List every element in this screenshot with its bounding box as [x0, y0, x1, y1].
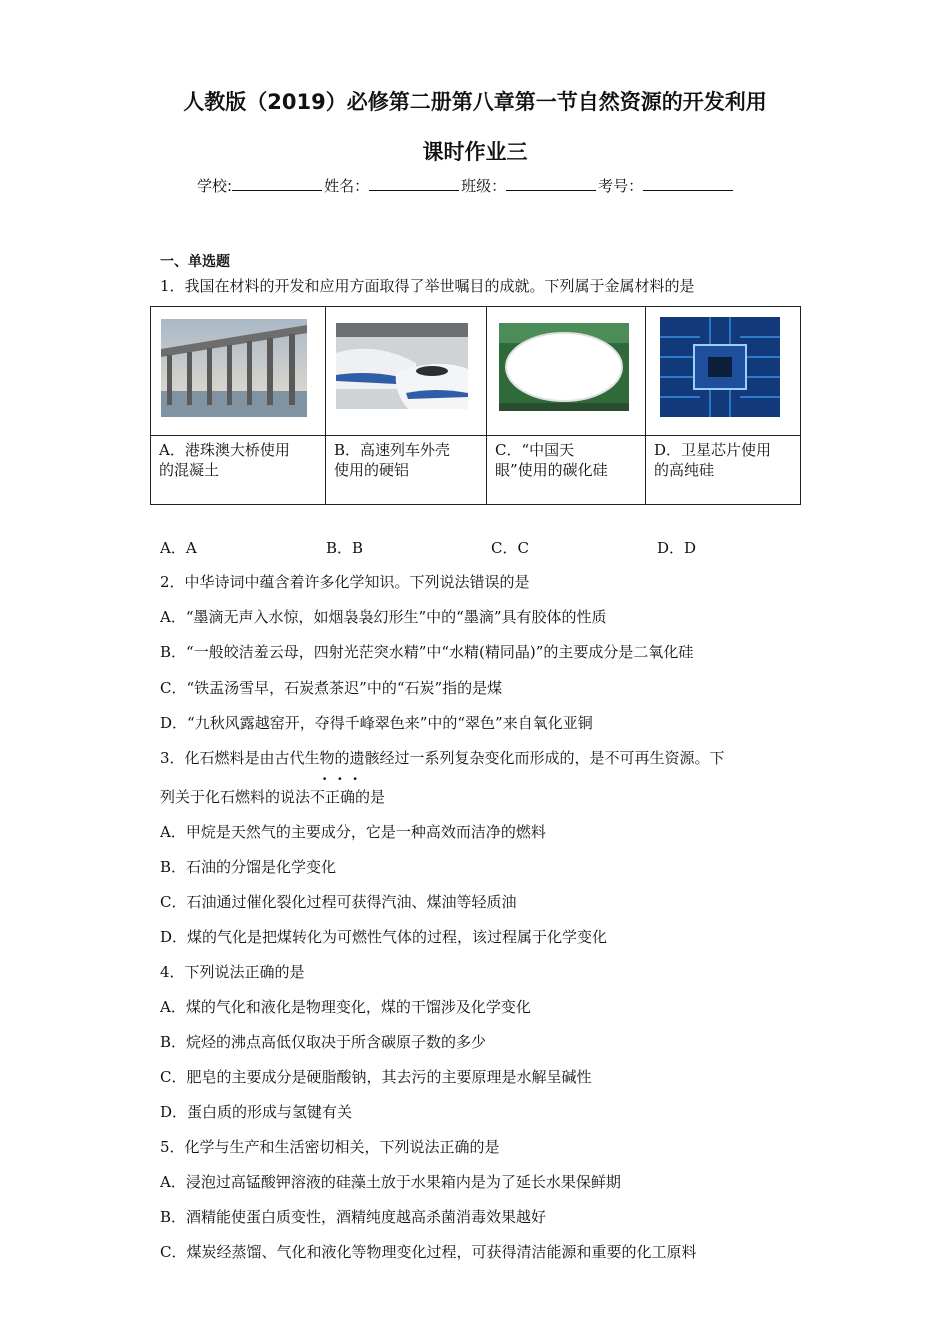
q2-option-a[interactable]: A．“墨滴无声入水惊，如烟袅袅幻形生”中的“墨滴”具有胶体的性质 — [160, 608, 607, 626]
option-b-text — [326, 436, 487, 505]
option-c-text — [487, 436, 646, 505]
q5-option-b[interactable]: B．酒精能使蛋白质变性，酒精纯度越高杀菌消毒效果越好 — [160, 1208, 547, 1226]
q4-option-d[interactable]: D．蛋白质的形成与氢键有关 — [160, 1103, 353, 1121]
q1-options-table — [150, 306, 801, 505]
choice-c[interactable]: C．C — [491, 539, 529, 557]
q3-stem-line1: 3．化石燃料是由古代生物的遗骸经过一系列复杂变化而形成的，是不可再生资源。下 — [160, 749, 725, 767]
q3-option-a[interactable]: A．甲烷是天然气的主要成分，它是一种高效而洁净的燃料 — [160, 823, 546, 841]
telescope-image — [499, 323, 629, 411]
name-label: 姓名： — [324, 177, 370, 195]
chip-image — [660, 317, 780, 417]
id-blank[interactable] — [643, 176, 733, 191]
option-b-line1: B．高速列车外壳 — [334, 441, 451, 459]
option-a-text — [151, 436, 326, 505]
q2-option-c[interactable]: C．“铁盂汤雪早，石炭煮茶迟”中的“石炭”指的是煤 — [160, 679, 503, 697]
name-blank[interactable] — [369, 176, 459, 191]
q4-option-b[interactable]: B．烷烃的沸点高低仅取决于所含碳原子数的多少 — [160, 1033, 487, 1051]
doc-title: 人教版（2019）必修第二册第八章第一节自然资源的开发利用 — [183, 90, 767, 114]
choice-d[interactable]: D．D — [657, 539, 697, 557]
option-d-text — [646, 436, 801, 505]
class-blank[interactable] — [506, 176, 596, 191]
class-label: 班级： — [461, 177, 507, 195]
q2-option-d[interactable]: D．“九秋风露越窑开，夺得千峰翠色来”中的“翠色”来自氧化亚铜 — [160, 714, 593, 732]
student-info-line — [197, 175, 735, 196]
option-a-line1: A．港珠澳大桥使用 — [159, 441, 290, 459]
q2-stem: 2．中华诗词中蕴含着许多化学知识。下列说法错误的是 — [160, 573, 530, 591]
bridge-image — [161, 319, 307, 417]
school-label: 学校: — [197, 177, 233, 195]
option-d-line1: D．卫星芯片使用 — [654, 441, 772, 459]
option-a-image-cell — [151, 307, 326, 436]
option-c-image-cell — [487, 307, 646, 436]
doc-subtitle: 课时作业三 — [422, 140, 528, 164]
section-heading: 一、单选题 — [160, 254, 230, 270]
option-b-image-cell — [326, 307, 487, 436]
q3-option-b[interactable]: B．石油的分馏是化学变化 — [160, 858, 337, 876]
option-d-image-cell — [646, 307, 801, 436]
choice-a[interactable]: A．A — [160, 539, 197, 557]
q2-option-b[interactable]: B．“一般皎洁羞云母，四射光茫突水精”中“水精(精同晶)”的主要成分是二氧化硅 — [160, 643, 694, 661]
q3-option-d[interactable]: D．煤的气化是把煤转化为可燃性气体的过程，该过程属于化学变化 — [160, 928, 608, 946]
choice-b[interactable]: B．B — [326, 539, 364, 557]
id-label: 考号： — [598, 177, 644, 195]
q5-option-c[interactable]: C．煤炭经蒸馏、气化和液化等物理变化过程，可获得清洁能源和重要的化工原料 — [160, 1243, 697, 1261]
option-b-line2: 使用的硬铝 — [334, 461, 410, 479]
q4-stem: 4．下列说法正确的是 — [160, 963, 305, 981]
q4-option-a[interactable]: A．煤的气化和液化是物理变化，煤的干馏涉及化学变化 — [160, 998, 531, 1016]
q4-option-c[interactable]: C．肥皂的主要成分是硬脂酸钠，其去污的主要原理是水解呈碱性 — [160, 1068, 592, 1086]
option-c-line2: 眼”使用的碳化硅 — [495, 461, 608, 479]
q1-stem: 1．我国在材料的开发和应用方面取得了举世嘱目的成就。下列属于金属材料的是 — [160, 277, 695, 295]
q3-stem-line2: 列关于化石燃料的说法不正确的是 — [160, 788, 386, 806]
q3-option-c[interactable]: C．石油通过催化裂化过程可获得汽油、煤油等轻质油 — [160, 893, 517, 911]
option-d-line2: 的高纯硅 — [654, 461, 715, 479]
option-c-line1: C．“中国天 — [495, 441, 575, 459]
q5-stem: 5．化学与生产和生活密切相关，下列说法正确的是 — [160, 1138, 500, 1156]
train-image — [336, 323, 468, 409]
school-blank[interactable] — [232, 176, 322, 191]
option-a-line2: 的混凝土 — [159, 461, 220, 479]
emphasis-dots: ··· — [322, 770, 368, 788]
q5-option-a[interactable]: A．浸泡过高锰酸钾溶液的硅藻土放于水果箱内是为了延长水果保鲜期 — [160, 1173, 621, 1191]
